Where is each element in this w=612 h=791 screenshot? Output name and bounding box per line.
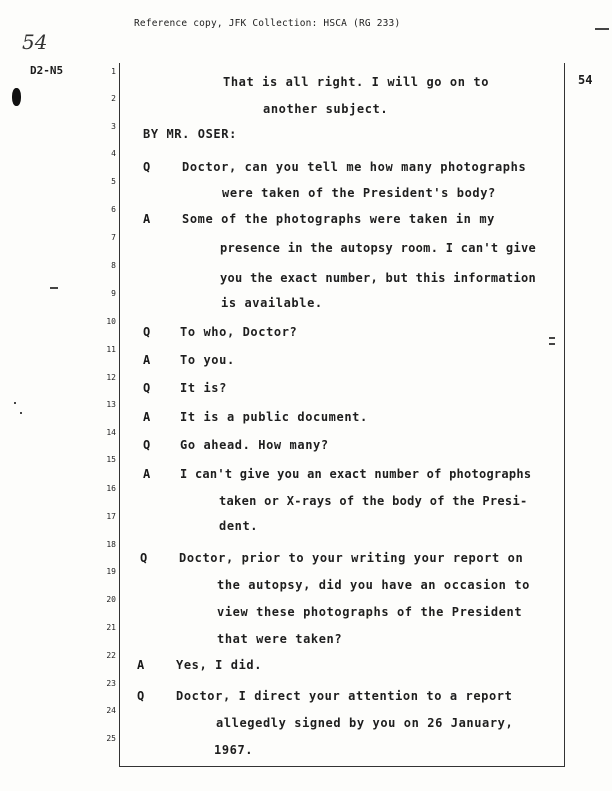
speaker-label: A [143, 353, 151, 367]
speaker-label: A [143, 212, 151, 226]
line-number: 12 [106, 373, 116, 382]
page-number: 54 [578, 73, 593, 87]
line-number: 24 [106, 706, 116, 715]
stray-mark [14, 402, 16, 404]
speaker-label: Q [143, 160, 151, 174]
transcript-line: To who, Doctor? [180, 325, 298, 339]
line-number: 21 [106, 623, 116, 632]
transcript-line: you the exact number, but this information [220, 271, 537, 285]
margin-mark [12, 88, 21, 106]
transcript-line: is available. [221, 296, 323, 310]
line-number: 1 [111, 67, 116, 76]
transcript-line: Go ahead. How many? [180, 438, 329, 452]
speaker-label: Q [143, 438, 151, 452]
stray-mark [50, 287, 58, 289]
transcript-line: allegedly signed by you on 26 January, [216, 716, 514, 730]
line-number: 16 [106, 484, 116, 493]
document-code: D2-N5 [30, 64, 64, 77]
transcript-line: were taken of the President's body? [222, 186, 496, 200]
line-number: 3 [111, 122, 116, 131]
line-number: 5 [111, 177, 116, 186]
line-number: 25 [106, 734, 116, 743]
speaker-label: Q [140, 551, 148, 565]
line-number: 9 [111, 289, 116, 298]
transcript-line: Doctor, prior to your writing your report on [179, 551, 524, 565]
line-number: 13 [106, 400, 116, 409]
line-number: 10 [106, 317, 116, 326]
speaker-label: Q [143, 381, 151, 395]
line-number: 4 [111, 149, 116, 158]
line-number: 19 [106, 567, 116, 576]
stray-mark [595, 28, 609, 30]
speaker-label: Q [143, 325, 151, 339]
speaker-label: A [143, 467, 151, 481]
transcript-line: that were taken? [217, 632, 343, 646]
handwritten-page-number: 54 [22, 30, 48, 54]
transcript-line: another subject. [263, 102, 389, 116]
line-number: 22 [106, 651, 116, 660]
transcript-line: Doctor, I direct your attention to a report [176, 689, 513, 703]
line-number: 17 [106, 512, 116, 521]
transcript-line: dent. [219, 519, 259, 533]
reference-header: Reference copy, JFK Collection: HSCA (RG 233) [134, 18, 401, 29]
line-number: 7 [111, 233, 116, 242]
transcript-line: the autopsy, did you have an occasion to [217, 578, 530, 592]
line-number: 20 [106, 595, 116, 604]
line-number: 6 [111, 205, 116, 214]
transcript-line: Yes, I did. [176, 658, 263, 672]
transcript-line: It is? [180, 381, 227, 395]
transcript-line: That is all right. I will go on to [223, 75, 490, 89]
line-number: 11 [106, 345, 116, 354]
line-number: 23 [106, 679, 116, 688]
speaker-label: A [137, 658, 145, 672]
transcript-line: To you. [180, 353, 235, 367]
transcript-line: 1967. [214, 743, 254, 757]
speaker-label: Q [137, 689, 145, 703]
transcript-line: It is a public document. [180, 410, 368, 424]
transcript-line: presence in the autopsy room. I can't give [220, 241, 537, 255]
line-number: 8 [111, 261, 116, 270]
transcript-line: view these photographs of the President [217, 605, 523, 619]
speaker-label: A [143, 410, 151, 424]
line-number: 14 [106, 428, 116, 437]
transcript-line: I can't give you an exact number of photographs [180, 467, 532, 481]
transcript-line: Some of the photographs were taken in my [182, 212, 495, 226]
transcript-line: Doctor, can you tell me how many photographs [182, 160, 527, 174]
examiner-heading: BY MR. OSER: [143, 127, 237, 141]
line-number: 15 [106, 455, 116, 464]
stray-mark [20, 412, 22, 414]
line-number: 18 [106, 540, 116, 549]
transcript-line: taken or X-rays of the body of the Presi- [219, 494, 528, 508]
line-number: 2 [111, 94, 116, 103]
